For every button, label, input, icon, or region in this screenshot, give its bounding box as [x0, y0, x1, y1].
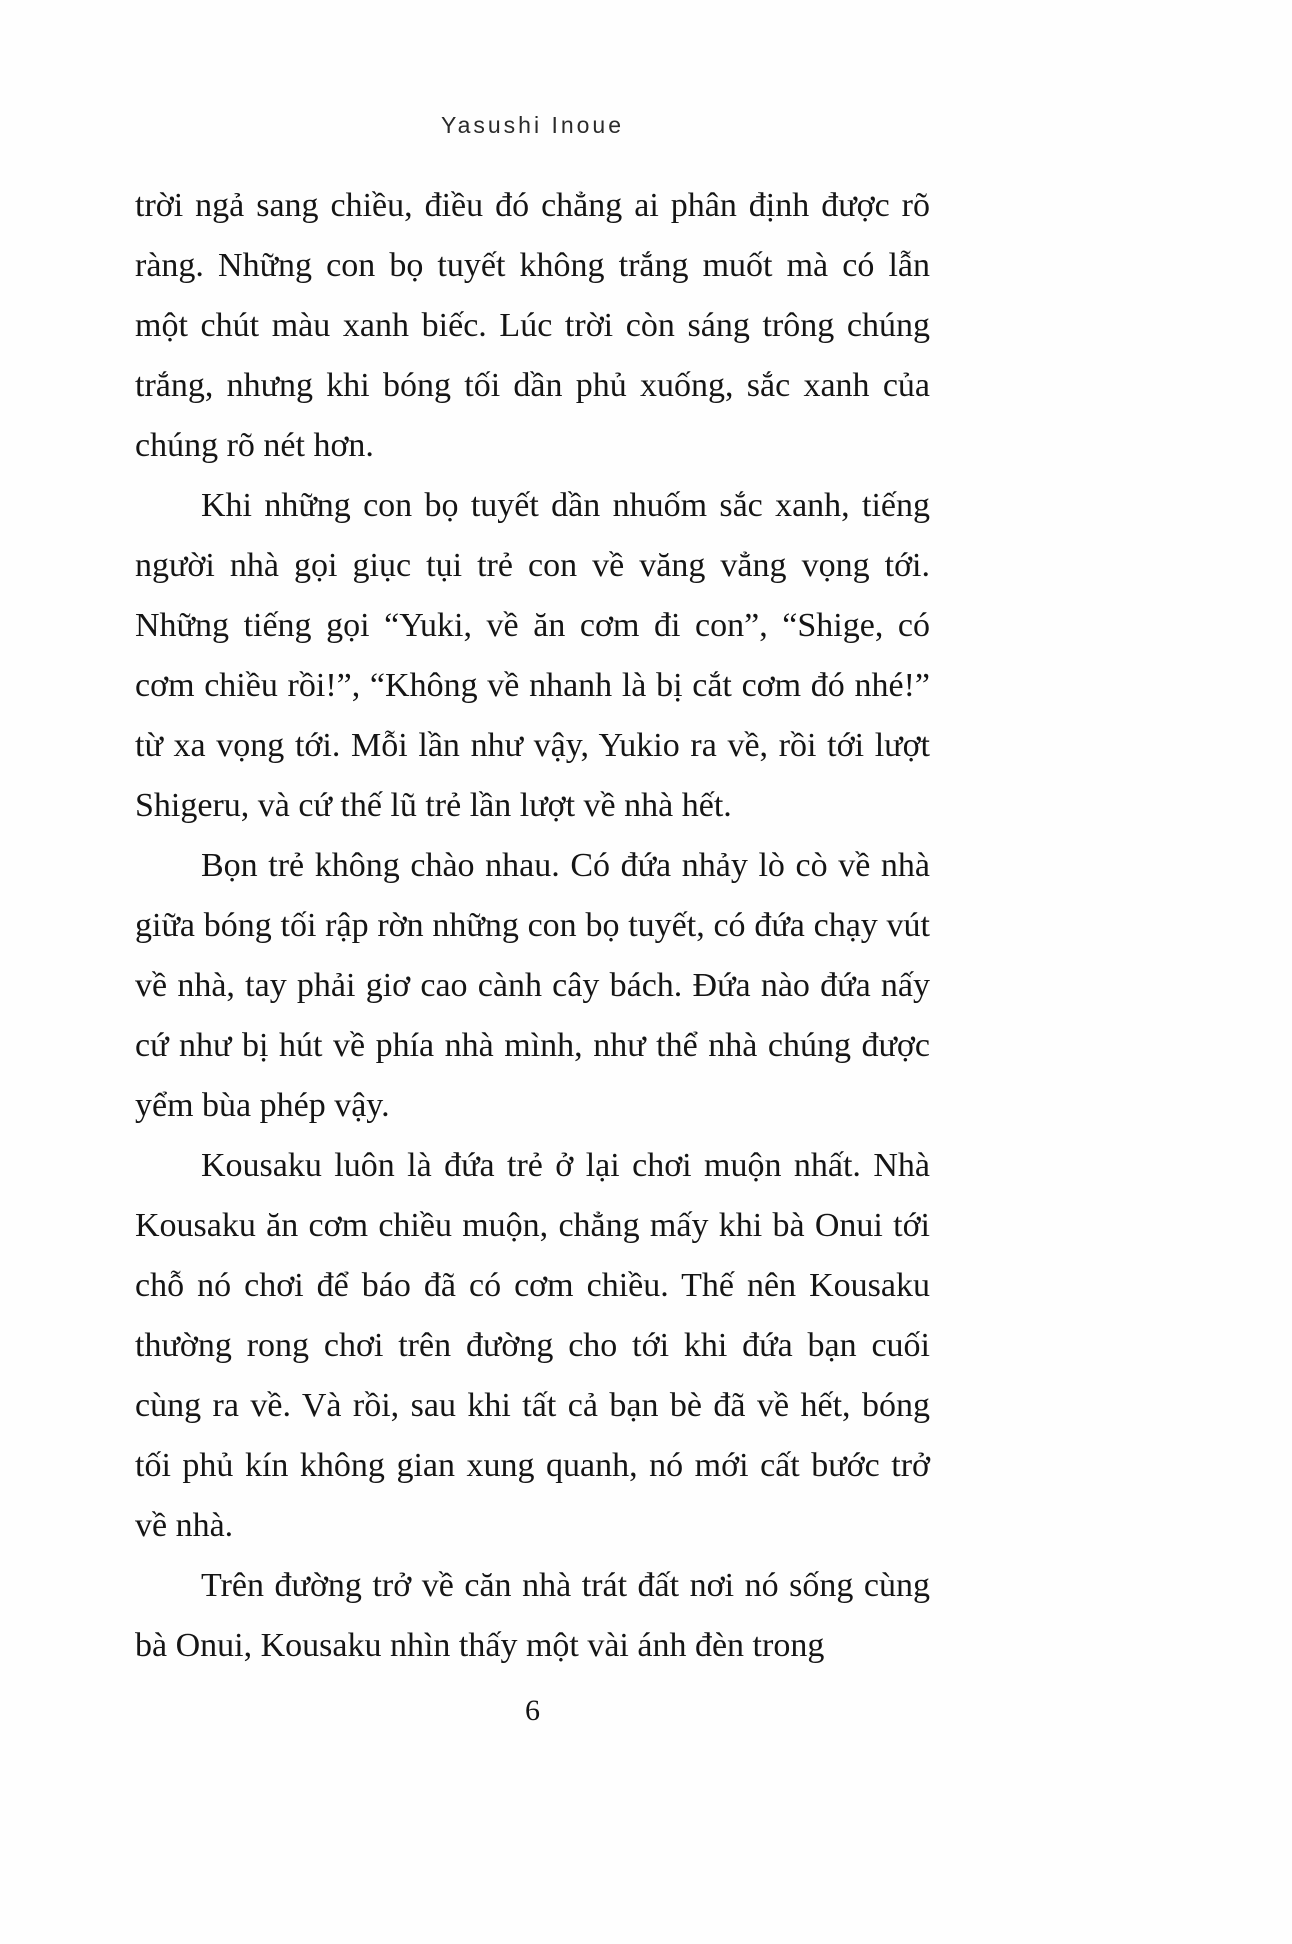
paragraph: Bọn trẻ không chào nhau. Có đứa nhảy lò cò về nhà giữa bóng tối rập rờn những con bọ tuyết, có đứa chạy vút về nhà, tay phải giơ cao cành cây bách. Đứa nào đứa nấy cứ như bị hút về phía nhà mình, như thể nhà chúng được yểm bùa phép vậy. — [135, 847, 930, 1124]
paragraph: Kousaku luôn là đứa trẻ ở lại chơi muộn nhất. Nhà Kousaku ăn cơm chiều muộn, chẳng mấy khi bà Onui tới chỗ nó chơi để báo đã có cơm chiều. Thế nên Kousaku thường rong chơi trên đường cho tới khi đứa bạn cuối cùng ra về. Và rồi, sau khi tất cả bạn bè đã về hết, bóng tối phủ kín không gian xung quanh, nó mới cất bước trở về nhà. — [135, 1147, 930, 1544]
paragraph: Trên đường trở về căn nhà trát đất nơi nó sống cùng bà Onui, Kousaku nhìn thấy một vài ánh đèn trong — [135, 1567, 930, 1664]
running-header-author: Yasushi Inoue — [440, 112, 625, 138]
page-number: 6 — [525, 1694, 540, 1727]
paragraph: trời ngả sang chiều, điều đó chẳng ai phân định được rõ ràng. Những con bọ tuyết không trắng muốt mà có lẫn một chút màu xanh biếc. Lúc trời còn sáng trông chúng trắng, nhưng khi bóng tối dần phủ xuống, sắc xanh của chúng rõ nét hơn. — [135, 187, 930, 464]
paragraph: Khi những con bọ tuyết dần nhuốm sắc xanh, tiếng người nhà gọi giục tụi trẻ con về văng vẳng vọng tới. Những tiếng gọi “Yuki, về ăn cơm đi con”, “Shige, có cơm chiều rồi!”, “Không về nhanh là bị cắt cơm đó nhé!” từ xa vọng tới. Mỗi lần như vậy, Yukio ra về, rồi tới lượt Shigeru, và cứ thế lũ trẻ lần lượt về nhà hết. — [135, 487, 930, 824]
body-text — [135, 176, 930, 1676]
